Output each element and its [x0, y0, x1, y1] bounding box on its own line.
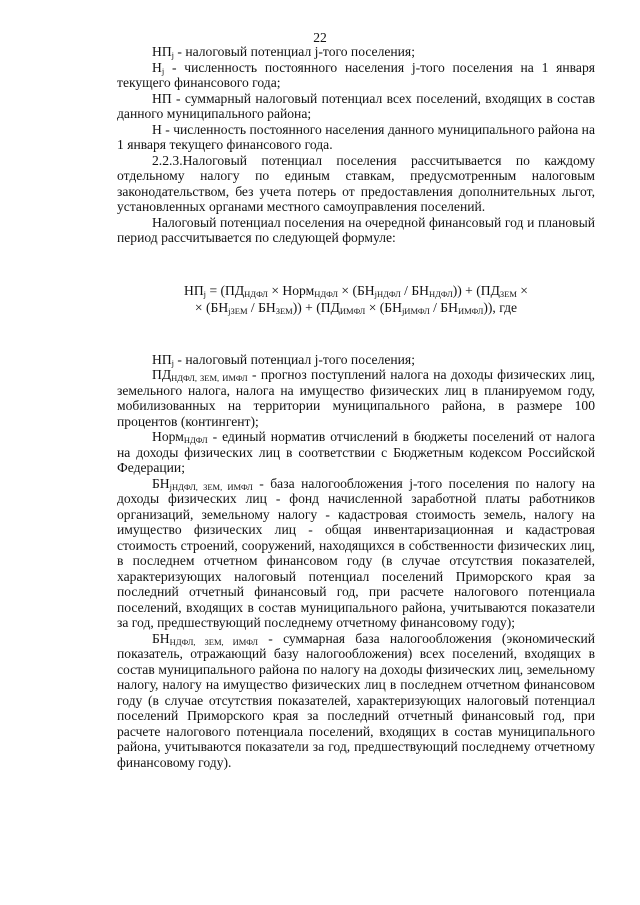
symbol: Норм	[152, 429, 184, 444]
definition-text: - прогноз поступлений налога на доходы физических лиц, земельного налога, налога на имущество физических лиц в планируемом году, мобилизованных на территории муниципального района, в размере 100 процентов (контингент);	[117, 367, 595, 429]
definition-bn	[117, 631, 595, 771]
paragraph-formula-intro: Налоговый потенциал поселения на очередной финансовый год и плановый период рассчитывается по следующей формуле:	[117, 214, 595, 245]
subscript: jНДФЛ, ЗЕМ, ИМФЛ	[169, 481, 253, 492]
paragraph-2-2-3: 2.2.3.Налоговый потенциал поселения рассчитывается по каждому отдельному налогу по единым ставкам, предусмотренным налоговым законодательством, без учета потерь от предоставления дополнительных льгот, установленных органами местного самоуправления поселений.	[117, 152, 595, 214]
definition-text: - налоговый потенциал j-того поселения;	[174, 351, 415, 367]
definition-text: - единый норматив отчислений в бюджеты поселений от налога на доходы физических лиц в соответствии с Бюджетным кодексом Российской Федерации;	[117, 429, 595, 475]
definition-n: Н - численность постоянного населения данного муниципального района на 1 января текущего финансового года.	[117, 121, 595, 152]
definition-text: - база налогообложения j-того поселения по налогу на доходы физических лиц - фонд начисленной заработной платы работников организаций, земельному налогу - кадастровая стоимость земель, налогу на имущество физических лиц - общая инвентаризационная и кадастровая стоимость строений, сооружений, находящихся в собственности физических лиц, в последнем отчетном финансовом году (в случае отсутствия показателей, характеризующих налоговый потенциал поселений Приморского края за последний отчетный финансовый год, при расчете налогового потенциала поселений, входящих в состав муниципального района, учитываются показатели за год, предшествующий последнему отчетному финансовому году);	[117, 475, 595, 630]
symbol: НП	[152, 351, 172, 367]
definition-text: - численность постоянного населения j-того поселения на 1 января текущего финансового года;	[117, 59, 595, 90]
definition-np-j	[117, 44, 595, 60]
subscript: НДФЛ, ЗЕМ, ИМФЛ	[169, 636, 259, 647]
symbol: БН	[152, 630, 170, 646]
subscript: j	[171, 357, 175, 368]
definition-text: - налоговый потенциал j-того поселения;	[174, 44, 415, 59]
definition-bn-j	[117, 476, 595, 631]
symbol: Н	[152, 59, 162, 75]
symbol: БН	[152, 475, 170, 491]
subscript: НДФЛ	[183, 435, 208, 445]
subscript: НДФЛ, ЗЕМ, ИМФЛ	[171, 373, 248, 383]
definition-np: НП - суммарный налоговый потенциал всех поселений, входящих в состав данного муниципального района;	[117, 90, 595, 121]
document-body	[117, 44, 595, 770]
definition-pd	[117, 367, 595, 429]
formula-line-1: $НП_j = (ПД_{НДФЛ}$ × Норм$_{НДФЛ}$ × $(БН_{jНДФЛ} / БН_{НДФЛ})) + (ПД_{ЗЕМ}$ ×	[184, 282, 528, 299]
definition-n-j	[117, 60, 595, 91]
page-number: 22	[313, 30, 327, 45]
definition-np-j-bottom	[117, 352, 595, 368]
symbol: ПД	[152, 367, 172, 382]
subscript: j	[161, 65, 165, 76]
definition-norm	[117, 429, 595, 476]
subscript: j	[171, 50, 175, 60]
symbol: НП	[152, 44, 172, 59]
definition-text: - суммарная база налогообложения (экономический показатель, отражающий базу налогообложения) всех поселений, входящих в состав муниципального района по налогу на доходы физических лиц, земельному налогу, налогу на имущество физических лиц в последнем отчетном финансовом году (в случае отсутствия показателей, характеризующих налоговый потенциал поселений Приморского края за последний отчетный финансовый год, при расчете налогового потенциала поселений, входящих в состав муниципального района, учитываются показатели за год, предшествующий последнему отчетному финансовому году).	[117, 630, 596, 770]
tax-potential-formula	[117, 282, 595, 316]
formula-line-2: × $(БН_{jЗЕМ} / БН_{ЗЕМ})) + (ПД_{ИМФЛ} \times (БН_{jИМФЛ} / БН_{ИМФЛ}))$, где	[194, 299, 518, 316]
